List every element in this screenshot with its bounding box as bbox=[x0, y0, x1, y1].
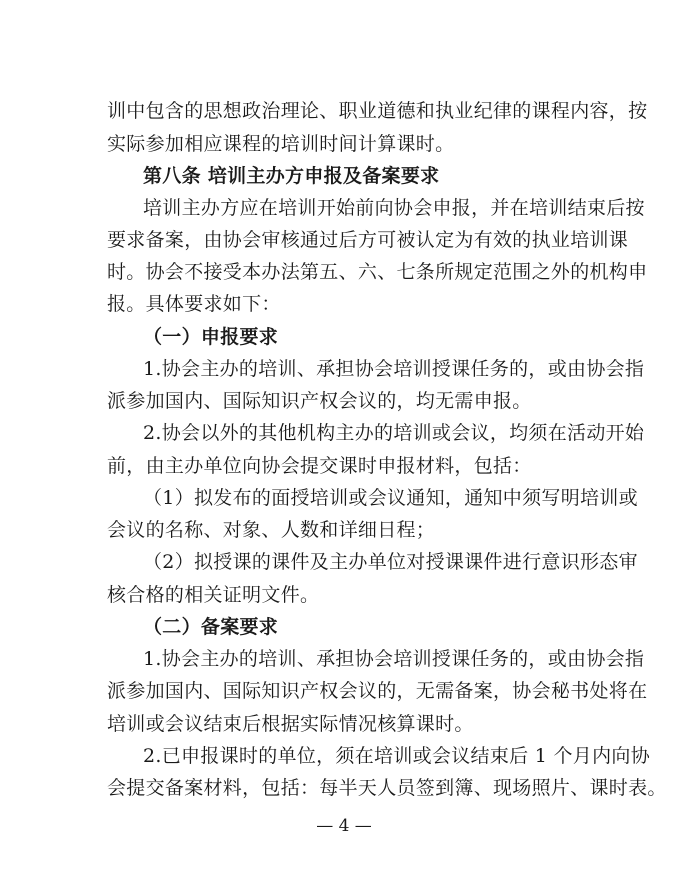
text-line: 2.协会以外的其他机构主办的培训或会议，均须在活动开始 bbox=[143, 422, 645, 444]
text-line: 要求备案，由协会审核通过后方可被认定为有效的执业培训课 bbox=[107, 229, 629, 251]
page-number: — 4 — bbox=[316, 816, 372, 836]
text-line: 派参加国内、国际知识产权会议的，均无需申报。 bbox=[107, 390, 532, 412]
text-line: 实际参加相应课程的培训时间计算课时。 bbox=[107, 133, 455, 155]
text-line: 1.协会主办的培训、承担协会培训授课任务的，或由协会指 bbox=[143, 648, 645, 670]
text-line: 训中包含的思想政治理论、职业道德和执业纪律的课程内容，按 bbox=[107, 100, 648, 122]
section-heading: （一）申报要求 bbox=[143, 326, 279, 348]
text-line: 会提交备案材料，包括：每半天人员签到簿、现场照片、课时表。 bbox=[107, 777, 667, 799]
section-heading: （二）备案要求 bbox=[143, 616, 279, 638]
text-line: 会议的名称、对象、人数和详细日程； bbox=[107, 519, 436, 541]
text-line: 前，由主办单位向协会提交课时申报材料，包括： bbox=[107, 455, 532, 477]
text-line: 派参加国内、国际知识产权会议的，无需备案，协会秘书处将在 bbox=[107, 680, 648, 702]
text-line: （1）拟发布的面授培训或会议通知，通知中须写明培训或 bbox=[143, 487, 638, 509]
text-line: 培训或会议结束后根据实际情况核算课时。 bbox=[107, 713, 474, 735]
text-line: 报。具体要求如下： bbox=[107, 293, 281, 315]
text-line: 2.已申报课时的单位，须在培训或会议结束后 1 个月内向协 bbox=[143, 745, 650, 767]
text-line: 1.协会主办的培训、承担协会培训授课任务的，或由协会指 bbox=[143, 358, 645, 380]
text-line: （2）拟授课的课件及主办单位对授课课件进行意识形态审 bbox=[143, 551, 638, 573]
article-heading: 第八条 培训主办方申报及备案要求 bbox=[143, 165, 440, 187]
text-line: 时。协会不接受本办法第五、六、七条所规定范围之外的机构申 bbox=[107, 261, 648, 283]
text-line: 核合格的相关证明文件。 bbox=[107, 584, 320, 606]
text-line: 培训主办方应在培训开始前向协会申报，并在培训结束后按 bbox=[143, 197, 645, 219]
